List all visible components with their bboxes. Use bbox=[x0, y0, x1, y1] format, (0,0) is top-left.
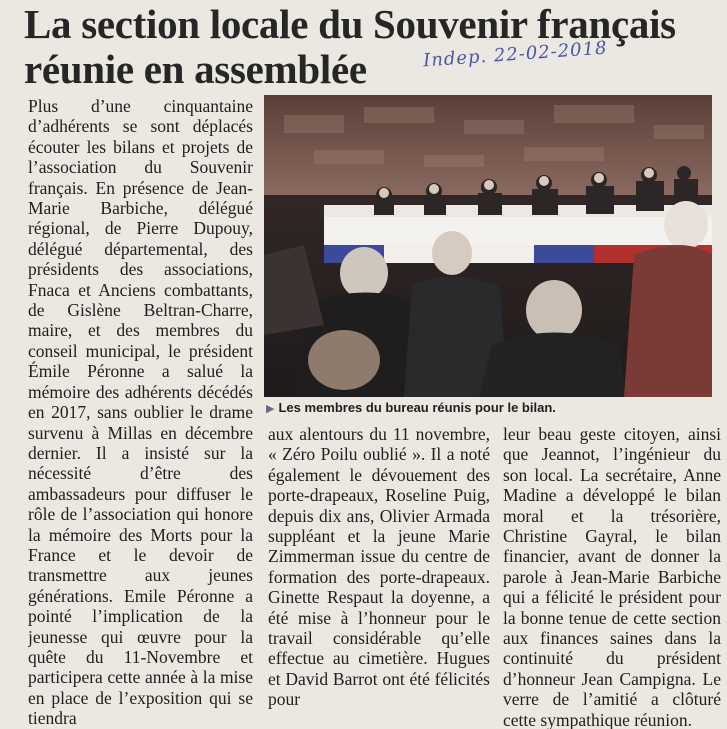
meeting-photo bbox=[264, 95, 712, 397]
article-column-3: leur beau geste citoyen, ainsi que Jeannot, l’ingénieur du son local. La secrétaire, Anne Madine a développé le bilan moral et la trésorière, Christine Gayral, le bilan financier, avant de donner la parole à Jean-Marie Barbiche qui a félicité le président pour la bonne tenue de cette section aux finances saines dans la continuité du président d’honneur Jean Campigna. Le verre de l’amitié a clôturé cette sympathique réunion. bbox=[503, 424, 721, 729]
caption-marker-icon: ▶ bbox=[266, 403, 275, 415]
article-column-1: Plus d’une cinquantaine d’adhérents se sont déplacés écouter les bilans et projets de l’association du Souvenir français. En présence de Jean-Marie Barbiche, délégué régional, de Pierre Dupouy, délégué départemental, des présidents des associations, Fnaca et Anciens combattants, de Gislène Beltran-Charre, maire, et des membres du conseil municipal, le président Émile Péronne a salué la mémoire des adhérents décédés en 2017, sans oublier le drame survenu à Millas en décembre dernier. Il a insisté sur la nécessité d’être des ambassadeurs pour diffuser le rôle de l’association qui honore la mémoire des Morts pour la France et le devoir de transmettre aux jeunes générations. Emile Péronne a pointé l’implication de la jeunesse qui œuvre pour la quête du 11-Novembre et participera cette année à la mise en place de l’exposition qui se tiendra bbox=[28, 96, 253, 728]
article-column-2: aux alentours du 11 novembre, « Zéro Poilu oublié ». Il a noté également le dévouement des porte-drapeaux, Roseline Puig, depuis dix ans, Olivier Armada suppléant et la jeune Marie Zimmerman issue du centre de formation des porte-drapeaux. Ginette Respaut la doyenne, a été mise à l’honneur pour le travail considérable qu’elle effectue au cimetière. Hugues et David Barrot ont été félicités pour bbox=[268, 424, 490, 710]
headline-line-2: réunie en assemblée bbox=[24, 46, 367, 92]
meeting-photo-illustration bbox=[264, 95, 712, 397]
handwritten-date-note: Indep. 22-02-2018 bbox=[422, 37, 609, 72]
headline-line-1: La section locale du Souvenir français bbox=[24, 1, 676, 47]
photo-caption-text: Les membres du bureau réunis pour le bilan. bbox=[278, 400, 556, 415]
photo-caption bbox=[266, 400, 716, 415]
article-headline bbox=[24, 2, 724, 92]
